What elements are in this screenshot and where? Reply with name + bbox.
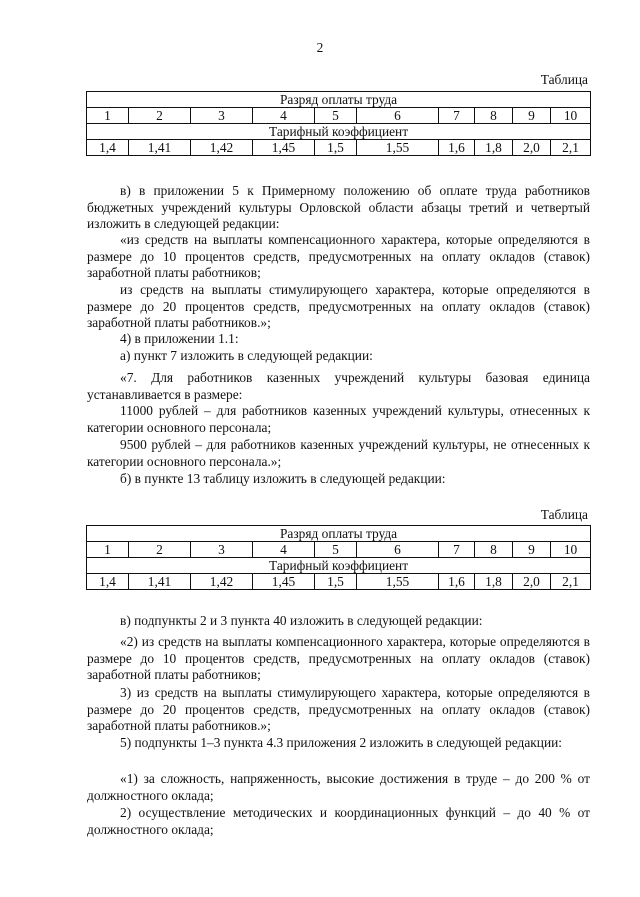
grade-cell: 3 [191, 542, 253, 558]
paragraph: «7. Для работников казенных учреждений культуры базовая единица устанавливается в размере: [87, 370, 590, 402]
coefficient-cell: 1,45 [253, 574, 315, 590]
table-label-2: Таблица [540, 507, 588, 522]
grade-cell: 10 [551, 542, 591, 558]
grade-cell: 8 [475, 108, 513, 124]
tariff-table-1 [86, 91, 591, 156]
coefficient-cell: 1,55 [357, 140, 439, 156]
table-subheader: Тарифный коэффициент [87, 124, 591, 140]
coefficient-cell: 2,1 [551, 574, 591, 590]
paragraph: 11000 рублей – для работников казенных учреждений культуры, отнесенных к категории основного персонала; [87, 403, 590, 435]
coefficient-cell: 2,0 [513, 140, 551, 156]
table-subheader: Тарифный коэффициент [87, 558, 591, 574]
grade-cell: 7 [439, 108, 475, 124]
table-header: Разряд оплаты труда [87, 92, 591, 108]
paragraph: в) подпункты 2 и 3 пункта 40 изложить в следующей редакции: [120, 613, 483, 628]
grade-cell: 2 [129, 108, 191, 124]
grade-cell: 10 [551, 108, 591, 124]
coefficient-cell: 1,55 [357, 574, 439, 590]
paragraph: 2) осуществление методических и координационных функций – до 40 % от должностного оклада; [87, 805, 590, 837]
table-label-1: Таблица [540, 72, 588, 87]
coefficient-cell: 1,41 [129, 574, 191, 590]
grade-cell: 1 [87, 542, 129, 558]
tariff-table-2 [86, 525, 591, 590]
grade-cell: 5 [315, 108, 357, 124]
paragraph: «из средств на выплаты компенсационного характера, которые определяются в размере до 10 процентов средств, предусмотренных на оплату окладов (ставок) заработной платы работников; [87, 232, 590, 280]
coefficient-cell: 1,8 [475, 574, 513, 590]
grade-cell: 5 [315, 542, 357, 558]
grade-cell: 6 [357, 542, 439, 558]
coefficient-cell: 1,8 [475, 140, 513, 156]
grade-cell: 7 [439, 542, 475, 558]
coefficient-cell: 1,42 [191, 140, 253, 156]
coefficient-cell: 1,45 [253, 140, 315, 156]
grade-cell: 9 [513, 108, 551, 124]
paragraph: «1) за сложность, напряженность, высокие достижения в труде – до 200 % от должностного оклада; [87, 771, 590, 803]
coefficient-cell: 1,41 [129, 140, 191, 156]
coefficient-cell: 1,42 [191, 574, 253, 590]
paragraph: б) в пункте 13 таблицу изложить в следующей редакции: [120, 471, 446, 486]
paragraph: 5) подпункты 1–3 пункта 4.3 приложения 2 изложить в следующей редакции: [120, 735, 563, 750]
grade-cell: 3 [191, 108, 253, 124]
table-header: Разряд оплаты труда [87, 526, 591, 542]
paragraph: 3) из средств на выплаты стимулирующего характера, которые определяются в размере до 20 процентов средств, предусмотренных на оплату окладов (ставок) заработной платы работников.»; [87, 685, 590, 733]
paragraph: из средств на выплаты стимулирующего характера, которые определяются в размере до 20 процентов средств, предусмотренных на оплату окладов (ставок) заработной платы работников.»; [87, 282, 590, 330]
coefficient-cell: 1,6 [439, 574, 475, 590]
coefficient-cell: 1,6 [439, 140, 475, 156]
paragraph: в) в приложении 5 к Примерному положению об оплате труда работников бюджетных учреждений культуры Орловской области абзацы третий и четвертый изложить в следующей редакции: [87, 183, 590, 231]
grade-cell: 6 [357, 108, 439, 124]
grade-cell: 1 [87, 108, 129, 124]
paragraph: 4) в приложении 1.1: [120, 331, 239, 346]
coefficient-cell: 1,4 [87, 574, 129, 590]
paragraph: «2) из средств на выплаты компенсационного характера, которые определяются в размере до 10 процентов средств, предусмотренных на оплату окладов (ставок) заработной платы работников; [87, 634, 590, 682]
coefficient-cell: 1,5 [315, 574, 357, 590]
page-number: 2 [316, 40, 324, 55]
coefficient-cell: 2,1 [551, 140, 591, 156]
grade-cell: 9 [513, 542, 551, 558]
coefficient-cell: 1,4 [87, 140, 129, 156]
grade-cell: 4 [253, 542, 315, 558]
coefficient-cell: 1,5 [315, 140, 357, 156]
grade-cell: 4 [253, 108, 315, 124]
paragraph: 9500 рублей – для работников казенных учреждений культуры, не отнесенных к категории основного персонала.»; [87, 437, 590, 469]
grade-cell: 2 [129, 542, 191, 558]
paragraph: а) пункт 7 изложить в следующей редакции: [120, 348, 373, 363]
coefficient-cell: 2,0 [513, 574, 551, 590]
grade-cell: 8 [475, 542, 513, 558]
